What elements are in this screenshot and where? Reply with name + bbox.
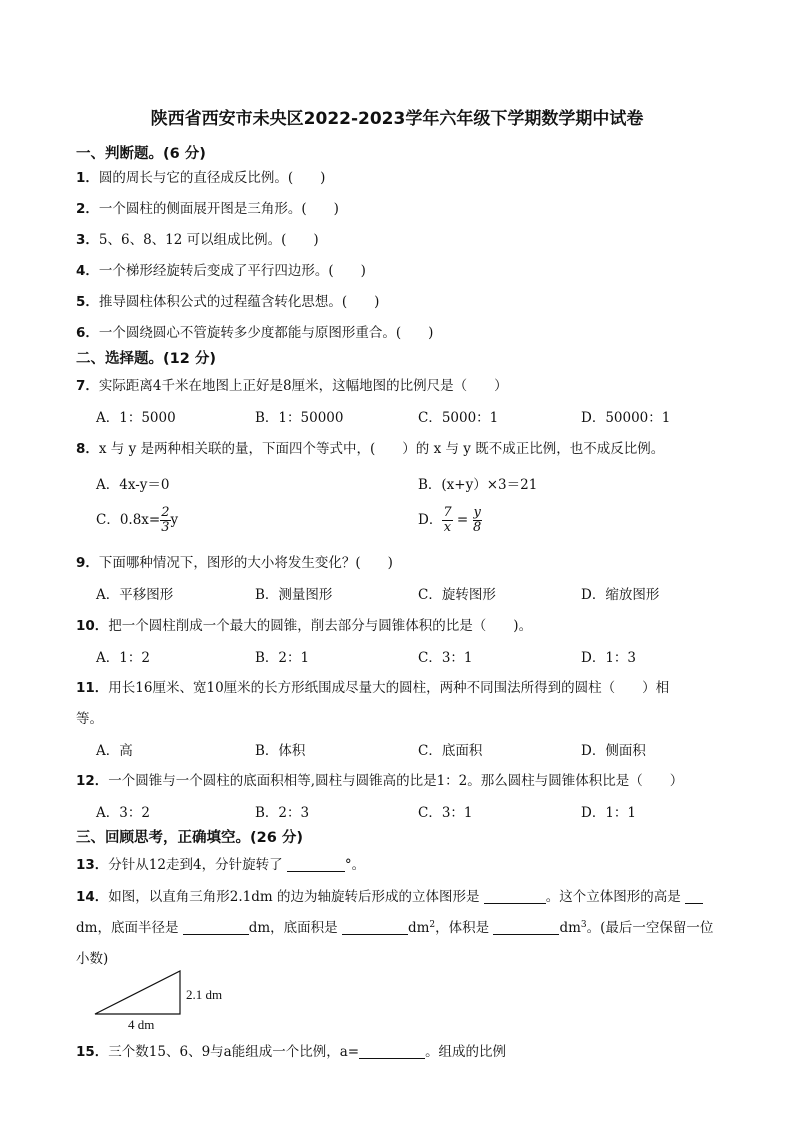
question-number: 12． [76, 773, 109, 789]
question-text: 一个圆柱的侧面展开图是三角形。( ) [98, 201, 339, 217]
q9-option-b: B．测量图形 [255, 587, 333, 603]
q11-option-c: C．底面积 [418, 743, 483, 759]
question-number: 10． [76, 618, 109, 634]
triangle-base-label: 4 dm [128, 1017, 155, 1032]
question-10 [76, 614, 532, 634]
question-11-continued: 等。 [76, 711, 103, 727]
question-suffix: °。 [344, 857, 366, 873]
q9-option-a: A．平移图形 [96, 587, 174, 603]
equals-sign: = [452, 512, 473, 528]
question-number: 1． [76, 170, 99, 186]
fraction-denominator: 3 [161, 520, 170, 535]
triangle-shape [95, 971, 180, 1014]
question-text: 。这个立体图形的高是 [545, 889, 686, 905]
answer-blank-height[interactable] [685, 889, 703, 904]
question-text: 把一个圆柱削成一个最大的圆锥，削去部分与圆锥体积的比是（ )。 [108, 618, 533, 634]
option-prefix: D． [418, 512, 443, 528]
q8-option-d [418, 506, 482, 535]
q9-option-c: C．旋转图形 [418, 587, 496, 603]
fraction [442, 506, 452, 535]
fraction [160, 506, 170, 535]
question-number: 15． [76, 1044, 109, 1060]
question-1 [76, 166, 325, 186]
question-text: 下面哪种情况下，图形的大小将发生变化？( ) [98, 555, 393, 571]
q10-option-b: B．2：1 [255, 650, 310, 666]
question-text: x 与 y 是两种相关联的量，下面四个等式中，( ）的 x 与 y 既不成正比例，也不成反比例。 [98, 441, 665, 457]
question-14-line-3: 小数) [76, 951, 109, 967]
answer-blank[interactable] [287, 857, 345, 872]
fraction [473, 506, 482, 535]
question-text: 用长16厘米、宽10厘米的长方形纸围成尽量大的圆柱，两种不同围法所得到的圆柱（ ）相 [108, 680, 670, 696]
q10-option-a: A．1：2 [96, 650, 150, 666]
question-4 [76, 259, 366, 279]
unit-text: dm [407, 920, 430, 936]
question-14 [76, 885, 703, 905]
question-6 [76, 321, 433, 341]
answer-blank-solid[interactable] [484, 889, 546, 904]
right-triangle-figure [94, 970, 184, 1016]
question-text: 。(最后一空保留一位 [586, 920, 714, 936]
fraction-numerator: 7 [443, 505, 452, 520]
question-number: 6． [76, 325, 99, 341]
superscript: 2 [429, 920, 436, 930]
question-number: 11． [76, 680, 109, 696]
q12-option-b: B．2：3 [255, 805, 310, 821]
question-suffix: 。组成的比例 [425, 1044, 507, 1060]
q12-option-c: C．3：1 [418, 805, 473, 821]
question-text: dm，底面积是 [248, 920, 342, 936]
question-15 [76, 1040, 506, 1060]
q12-option-a: A．3：2 [96, 805, 150, 821]
fraction-numerator: 2 [161, 505, 170, 520]
question-11 [76, 676, 669, 696]
question-7 [76, 374, 508, 394]
section-heading-fill-in: 三、回顾思考，正确填空。(26 分) [76, 830, 303, 846]
q7-option-a: A．1：5000 [96, 410, 176, 426]
section-heading-choice: 二、选择题。(12 分) [76, 351, 216, 367]
unit-text: dm [559, 920, 581, 936]
superscript: 3 [580, 920, 587, 930]
q8-option-c [96, 506, 178, 535]
question-3 [76, 228, 319, 248]
question-text: 三个数15、6、9与a能组成一个比例，a= [108, 1044, 360, 1060]
question-5 [76, 290, 379, 310]
answer-blank-volume[interactable] [493, 920, 559, 935]
q11-option-b: B．体积 [255, 743, 306, 759]
section-heading-judgement: 一、判断题。(6 分) [76, 146, 206, 162]
page-title: 陕西省西安市未央区2022-2023学年六年级下学期数学期中试卷 [150, 109, 644, 129]
question-text: 推导圆柱体积公式的过程蕴含转化思想。( ) [98, 294, 380, 310]
q12-option-d: D．1：1 [581, 805, 637, 821]
q11-option-d: D．侧面积 [581, 743, 646, 759]
q8-option-a: A．4x-y＝0 [96, 477, 170, 493]
option-prefix: C．0.8x= [96, 512, 161, 528]
triangle-height-label: 2.1 dm [186, 987, 223, 1002]
q7-option-b: B．1：50000 [255, 410, 344, 426]
question-number: 13． [76, 857, 109, 873]
question-text: ，体积是 [435, 920, 494, 936]
question-13 [76, 853, 365, 873]
question-2 [76, 197, 339, 217]
question-number: 9． [76, 555, 99, 571]
question-text: 一个圆锥与一个圆柱的底面积相等,圆柱与圆锥高的比是1：2。那么圆柱与圆锥体积比是（ ） [108, 773, 684, 789]
question-text: 5、6、8、12 可以组成比例。( ) [98, 232, 319, 248]
question-number: 8． [76, 441, 99, 457]
question-number: 5． [76, 294, 99, 310]
fraction-denominator: 8 [473, 520, 482, 535]
question-text: 如图，以直角三角形2.1dm 的边为轴旋转后形成的立体图形是 [108, 889, 484, 905]
q10-option-c: C．3：1 [418, 650, 473, 666]
fraction-numerator: y [473, 505, 481, 520]
question-number: 7． [76, 378, 99, 394]
question-text: 一个圆绕圆心不管旋转多少度都能与原图形重合。( ) [98, 325, 434, 341]
question-14-line-2 [76, 916, 713, 936]
question-number: 3． [76, 232, 99, 248]
answer-blank-base-area[interactable] [342, 920, 408, 935]
fraction-denominator: x [443, 520, 452, 535]
q8-option-b: B．(x+y）×3＝21 [418, 477, 538, 493]
q7-option-c: C．5000：1 [418, 410, 499, 426]
question-9 [76, 551, 393, 571]
q9-option-d: D．缩放图形 [581, 587, 660, 603]
question-text: 圆的周长与它的直径成反比例。( ) [98, 170, 326, 186]
question-8 [76, 437, 664, 457]
question-text: dm，底面半径是 [76, 920, 183, 936]
question-number: 14． [76, 889, 109, 905]
answer-blank[interactable] [359, 1044, 425, 1059]
question-text: 分针从12走到4，分针旋转了 [108, 857, 287, 873]
question-number: 4． [76, 263, 99, 279]
question-text: 一个梯形经旋转后变成了平行四边形。( ) [98, 263, 366, 279]
question-text: 实际距离4千米在地图上正好是8厘米，这幅地图的比例尺是（ ） [98, 378, 508, 394]
question-12 [76, 769, 683, 789]
q7-option-d: D．50000：1 [581, 410, 671, 426]
q10-option-d: D．1：3 [581, 650, 637, 666]
q11-option-a: A．高 [96, 743, 133, 759]
option-suffix: y [170, 512, 179, 528]
answer-blank-radius[interactable] [183, 920, 249, 935]
question-number: 2． [76, 201, 99, 217]
